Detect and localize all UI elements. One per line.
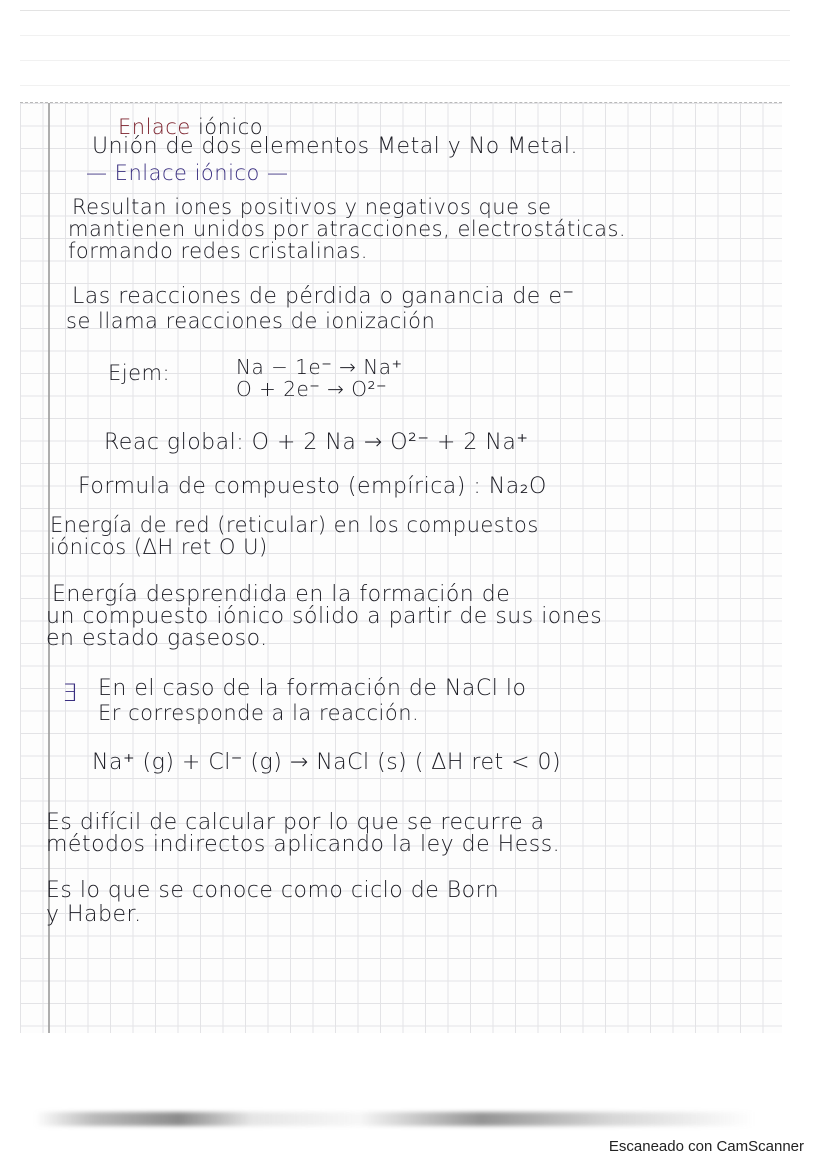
global-reaction: Reac global: O + 2 Na → O²⁻ + 2 Na⁺ [104, 430, 529, 455]
para1-line3: formando redes cristalinas. [68, 239, 368, 263]
definition-line2: un compuesto iónico sólido a partir de sus iones [46, 604, 603, 629]
example-eq2: O + 2e⁻ → O²⁻ [236, 377, 388, 401]
lattice-energy-line1: Energía de red (reticular) en los compuestos [50, 513, 539, 537]
born-haber-line2: y Haber. [46, 902, 142, 927]
definition-line1: Energía desprendida en la formación de [52, 582, 511, 607]
title-word-ionico: iónico [197, 115, 264, 139]
exists-symbol-icon: ∃ [62, 679, 78, 707]
nacl-case-line1: En el caso de la formación de NaCl lo [98, 676, 527, 701]
born-haber-line1: Es lo que se conoce como ciclo de Born [46, 878, 500, 903]
nacl-case-line2: Er corresponde a la reacción. [98, 701, 420, 725]
example-eq1: Na − 1e⁻ → Na⁺ [236, 355, 403, 379]
scan-shadow [35, 1112, 755, 1126]
hess-line2: métodos indirectos aplicando la ley de Hess. [46, 832, 561, 857]
camscanner-watermark: Escaneado con CamScanner [608, 1138, 804, 1155]
example-label: Ejem: [108, 361, 171, 385]
para1-line1: Resultan iones positivos y negativos que se [72, 195, 552, 219]
previous-page-edge [20, 10, 790, 86]
subtitle: — Enlace iónico — [86, 161, 289, 185]
para2-line1: Las reacciones de pérdida o ganancia de e⁻ [72, 284, 575, 309]
para2-line2: se llama reacciones de ionización [66, 309, 436, 333]
union-line: Unión de dos elementos Metal y No Metal. [92, 134, 578, 159]
para1-line2: mantienen unidos por atracciones, electrostáticas. [68, 217, 627, 241]
definition-line3: en estado gaseoso. [46, 626, 268, 651]
lattice-energy-line2: iónicos (ΔH ret O U) [50, 535, 268, 559]
title-word-enlace: Enlace [118, 115, 191, 139]
empirical-formula: Formula de compuesto (empírica) : Na₂O [78, 474, 547, 499]
nacl-reaction: Na⁺ (g) + Cl⁻ (g) → NaCl (s) ( ΔH ret < 0) [92, 750, 562, 775]
hess-line1: Es difícil de calcular por lo que se recurre a [46, 810, 545, 835]
